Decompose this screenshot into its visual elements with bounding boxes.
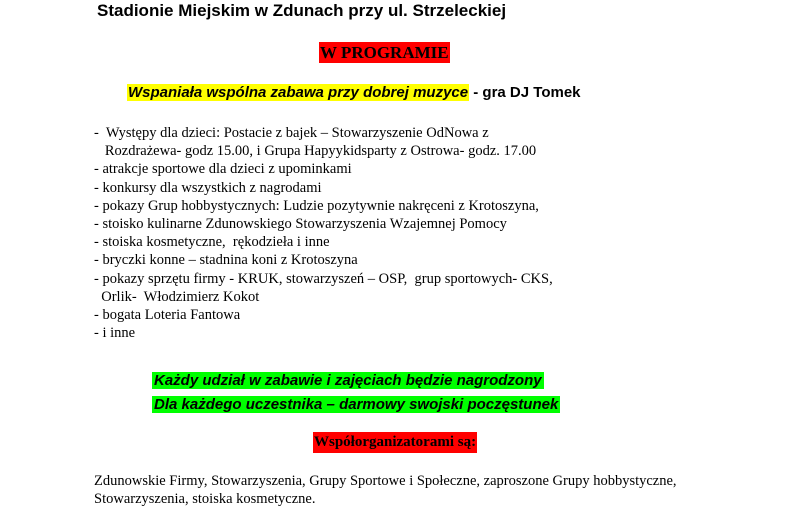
fun-line — [127, 83, 581, 103]
program-heading: W PROGRAMIE — [320, 43, 449, 62]
list-item: - pokazy sprzętu firmy - KRUK, stowarzyszeń – OSP, grup sportowych- CKS, — [94, 270, 553, 287]
venue-line: Stadionie Miejskim w Zdunach przy ul. Strzeleckiej — [97, 1, 507, 20]
activities-list — [94, 124, 553, 342]
coorganizers-heading: Współorganizatorami są: — [313, 432, 477, 453]
list-item: - i inne — [94, 325, 136, 342]
list-item: - Występy dla dzieci: Postacie z bajek – Stowarzyszenie OdNowa z — [94, 125, 489, 141]
prize-line: Każdy udział w zabawie i zajęciach będzie nagrodzony — [154, 372, 542, 389]
coorganizers-text: Zdunowskie Firmy, Stowarzyszenia, Grupy Sportowe i Społeczne, zaproszone Grupy hobbystyczne, Stowarzyszenia, stoiska kosmetyczne. — [94, 473, 677, 507]
list-item: - bryczki konne – stadnina koni z Krotoszyna — [94, 252, 358, 269]
list-item: - bogata Loteria Fantowa — [94, 307, 241, 324]
refreshment-line: Dla każdego uczestnika – darmowy swojski poczęstunek — [154, 396, 559, 413]
fun-line-highlight: Wspaniała wspólna zabawa przy dobrej muzyce — [128, 84, 469, 101]
list-item: - konkursy dla wszystkich z nagrodami — [94, 179, 322, 196]
list-item: Orlik- Włodzimierz Kokot — [94, 288, 260, 305]
fun-line-suffix: - gra DJ Tomek — [469, 84, 581, 101]
list-item: - atrakcje sportowe dla dzieci z upominkami — [94, 161, 352, 178]
list-item: - stoisko kulinarne Zdunowskiego Stowarzyszenia Wzajemnej Pomocy — [94, 216, 507, 233]
prize-block — [152, 370, 560, 418]
list-item: - stoiska kosmetyczne, rękodzieła i inne — [94, 234, 330, 251]
list-item: Rozdrażewa- godz 15.00, i Grupa Hapyykidsparty z Ostrowa- godz. 17.00 — [94, 143, 537, 160]
list-item: - pokazy Grup hobbystycznych: Ludzie pozytywnie nakręceni z Krotoszyna, — [94, 197, 539, 214]
